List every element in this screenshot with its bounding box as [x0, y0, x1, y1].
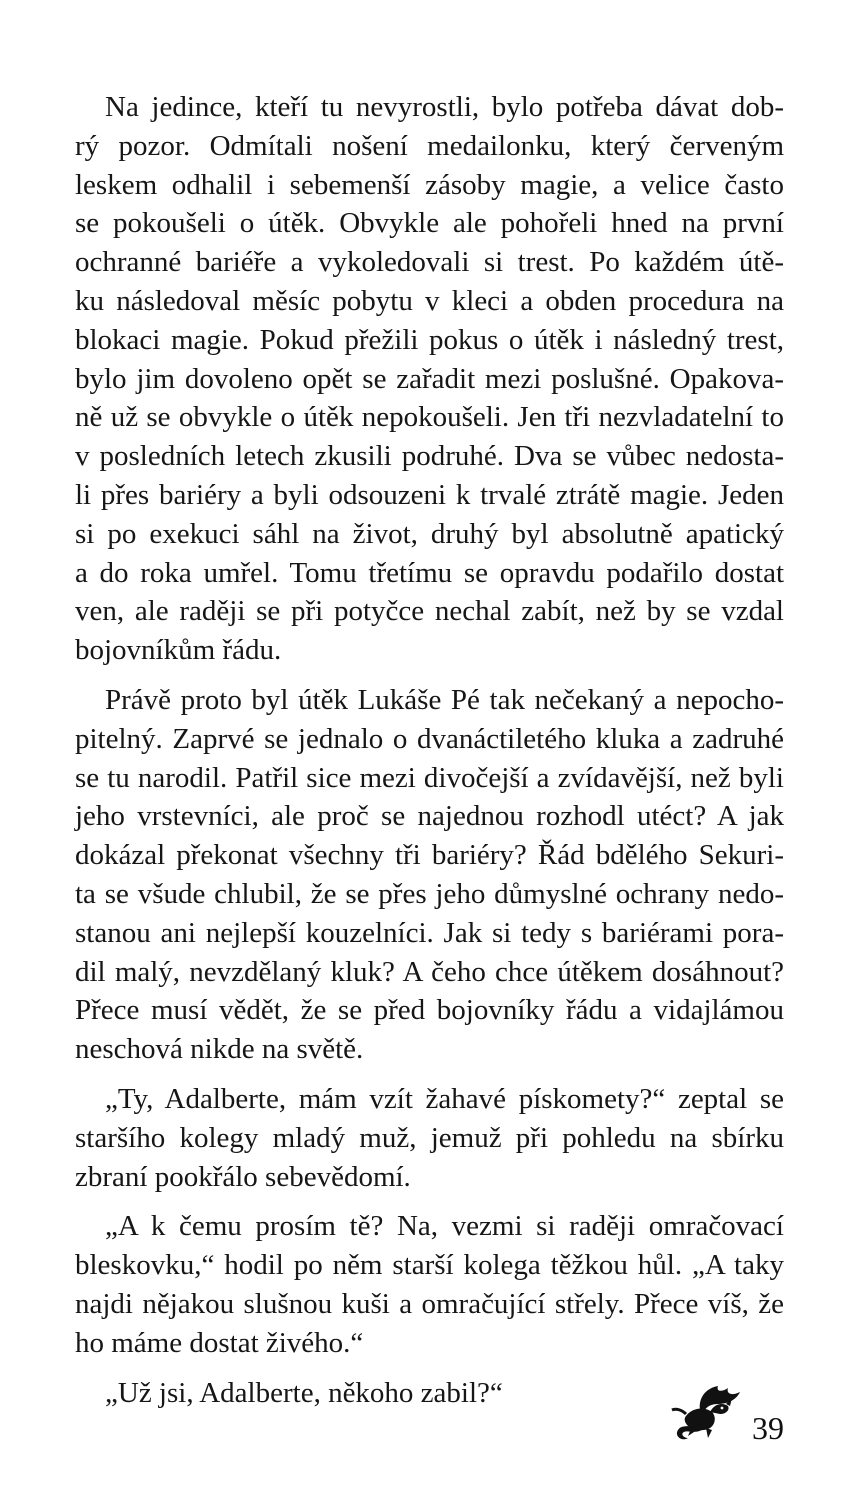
- text-line: staršího kolegy mladý muž, jemuž při pohledu na sbírku: [75, 1121, 784, 1154]
- text-line: Přece musí vědět, že se před bojovníky řádu a vidajlámou: [75, 994, 784, 1027]
- paragraph-4: [75, 1207, 784, 1362]
- text-line: bleskovku,“ hodil po něm starší kolega těžkou hůl. „A taky: [75, 1249, 784, 1282]
- book-page-body: [75, 88, 784, 1412]
- text-line: „A k čemu prosím tě? Na, vezmi si raději omračovací: [105, 1210, 784, 1243]
- text-line: ku následoval měsíc pobytu v kleci a obden procedura na: [75, 284, 784, 317]
- text-line: jeho vrstevníci, ale proč se najednou rozhodl utéct? A jak: [75, 800, 784, 833]
- text-line: dokázal překonat všechny tři bariéry? Řád bdělého Sekuri-: [75, 839, 784, 872]
- text-line: Právě proto byl útěk Lukáše Pé tak nečekaný a nepocho-: [105, 683, 784, 716]
- paragraph-2: [75, 681, 784, 1069]
- paragraph-3: [75, 1080, 784, 1196]
- text-line: si po exekuci sáhl na život, druhý byl absolutně apatický: [75, 517, 784, 550]
- text-line: dil malý, nevzdělaný kluk? A čeho chce útěkem dosáhnout?: [75, 955, 784, 988]
- text-line: ně už se obvykle o útěk nepokoušeli. Jen tři nezvladatelní to: [75, 401, 784, 434]
- text-line: „Ty, Adalberte, mám vzít žahavé pískomety?“ zeptal se: [105, 1082, 784, 1115]
- page-footer: [658, 1380, 788, 1450]
- text-line: ochranné bariéře a vykoledovali si trest. Po každém útě-: [75, 246, 784, 279]
- text-line: Na jedince, kteří tu nevyrostli, bylo potřeba dávat dob-: [105, 91, 784, 123]
- text-line: se tu narodil. Patřil sice mezi divočejší a zvídavější, než byli: [75, 761, 784, 794]
- text-line: v posledních letech zkusili podruhé. Dva se vůbec nedosta-: [75, 440, 784, 473]
- text-line: rý pozor. Odmítali nošení medailonku, který červeným: [75, 129, 784, 162]
- text-line: neschová nikde na světě.: [75, 1033, 364, 1066]
- text-line: a do roka umřel. Tomu třetímu se opravdu podařilo dostat: [75, 556, 784, 589]
- text-line: ho máme dostat živého.“: [75, 1326, 364, 1359]
- text-line: stanou ani nejlepší kouzelníci. Jak si tedy s bariérami pora-: [75, 916, 784, 949]
- text-line: zbraní pookřálo sebevědomí.: [75, 1160, 411, 1193]
- text-line: ven, ale raději se při potyčce nechal zabít, než by se vzdal: [75, 595, 784, 628]
- text-line: bylo jim dovoleno opět se zařadit mezi poslušné. Opakova-: [75, 362, 784, 395]
- text-line: najdi nějakou slušnou kuši a omračující střely. Přece víš, že: [75, 1287, 784, 1320]
- text-line: „Už jsi, Adalberte, někoho zabil?“: [105, 1376, 503, 1409]
- text-line: li přes bariéry a byli odsouzeni k trvalé ztrátě magie. Jeden: [75, 478, 784, 511]
- text-line: se pokoušeli o útěk. Obvykle ale pohořeli hned na první: [75, 207, 784, 240]
- text-line: pitelný. Zaprvé se jednalo o dvanáctiletého kluka a zadruhé: [75, 722, 784, 755]
- paragraph-1: [75, 88, 784, 670]
- text-line: blokaci magie. Pokud přežili pokus o útěk i následný trest,: [75, 323, 784, 356]
- text-line: bojovníkům řádu.: [75, 634, 282, 667]
- text-line: ta se všude chlubil, že se přes jeho důmyslné ochrany nedo-: [75, 877, 784, 910]
- page-number: 39: [752, 1410, 784, 1446]
- text-line: leskem odhalil i sebemenší zásoby magie, a velice často: [75, 168, 784, 201]
- dragon-icon: [658, 1380, 750, 1446]
